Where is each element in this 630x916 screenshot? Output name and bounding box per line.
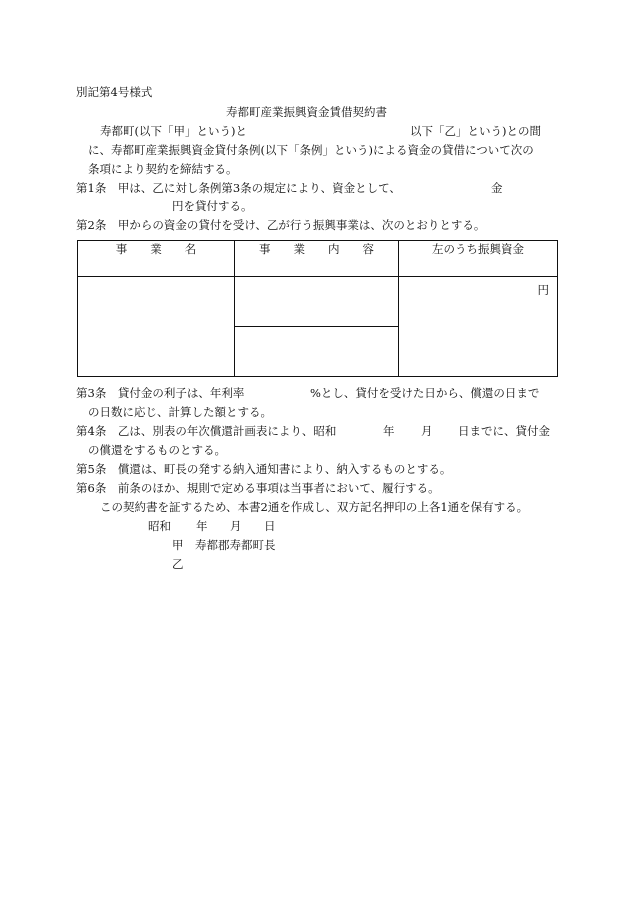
party-a: 甲 寿都郡寿都町長 bbox=[172, 538, 276, 552]
cell-business-content-2 bbox=[235, 327, 399, 377]
article6: 第6条 前条のほか、規則で定める事項は当事者において、履行する。 bbox=[76, 481, 440, 495]
article3-line1-a: 第3条 貸付金の利子は、年利率 bbox=[76, 386, 245, 400]
date-year: 年 bbox=[196, 519, 208, 533]
business-table bbox=[77, 240, 558, 377]
date-era: 昭和 bbox=[148, 519, 171, 533]
header-promotion-fund: 左のうち振興資金 bbox=[399, 241, 558, 277]
article4-line1-c: 月 bbox=[421, 424, 433, 438]
article1-line1-b: 金 bbox=[491, 181, 503, 195]
preamble-line3: 条項により契約を締結する。 bbox=[88, 162, 238, 176]
party-b: 乙 bbox=[172, 557, 184, 571]
closing-statement: この契約書を証するため、本書2通を作成し、双方記名押印の上各1通を保有する。 bbox=[100, 500, 529, 514]
document-title: 寿都町産業振興資金賃借契約書 bbox=[226, 105, 387, 119]
preamble-line1-a: 寿都町(以下「甲」という)と bbox=[100, 124, 247, 138]
article4-line1-a: 第4条 乙は、別表の年次償還計画表により、昭和 bbox=[76, 424, 337, 438]
preamble-line2: に、寿都町産業振興資金貸付条例(以下「条例」という)による資金の貸借について次の bbox=[88, 143, 534, 157]
article1-line1-a: 第1条 甲は、乙に対し条例第3条の規定により、資金として、 bbox=[76, 181, 401, 195]
article3-line1-b: %とし、貸付を受けた日から、償還の日まで bbox=[310, 386, 540, 400]
cell-promotion-fund bbox=[399, 277, 558, 377]
cell-business-name bbox=[78, 277, 235, 377]
header-business-content: 事 業 内 容 bbox=[235, 241, 399, 277]
article5: 第5条 償還は、町長の発する納入通知書により、納入するものとする。 bbox=[76, 462, 452, 476]
preamble-line1-b: 以下「乙」という)との間 bbox=[410, 124, 541, 138]
article4-line2: の償還をするものとする。 bbox=[88, 443, 226, 457]
article4-line1-d: 日までに、貸付金 bbox=[458, 424, 550, 438]
date-month: 月 bbox=[230, 519, 242, 533]
cell-business-content-1 bbox=[235, 277, 399, 327]
article3-line2: の日数に応じ、計算した額とする。 bbox=[88, 405, 272, 419]
header-business-name: 事 業 名 bbox=[78, 241, 235, 277]
article2: 第2条 甲からの資金の貸付を受け、乙が行う振興事業は、次のとおりとする。 bbox=[76, 218, 486, 232]
form-number: 別記第4号様式 bbox=[76, 85, 153, 99]
article4-line1-b: 年 bbox=[383, 424, 395, 438]
yen-unit: 円 bbox=[537, 283, 549, 297]
article1-line2: 円を貸付する。 bbox=[172, 199, 253, 213]
date-day: 日 bbox=[264, 519, 276, 533]
